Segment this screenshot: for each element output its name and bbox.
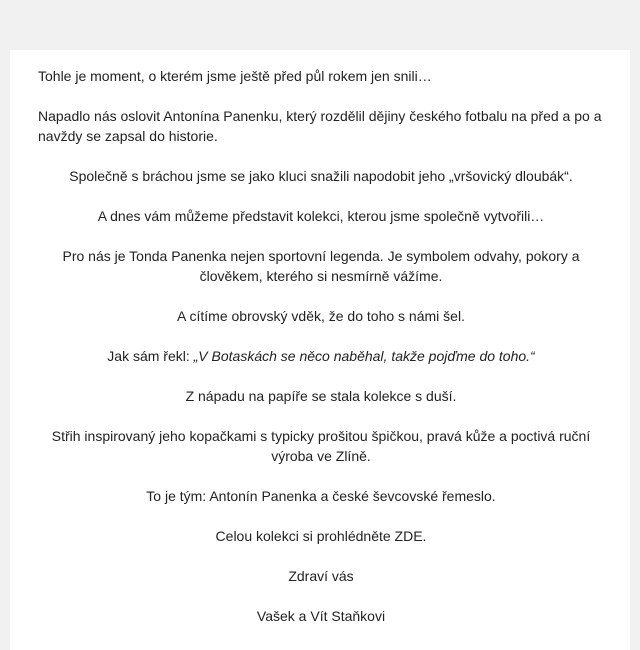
intro-paragraph: Tohle je moment, o kterém jsme ještě před půl rokem jen snili… bbox=[38, 68, 432, 84]
collection-paragraph: A dnes vám můžeme představit kolekci, kterou jsme společně vytvořili… bbox=[97, 208, 545, 224]
quote-text: „V Botaskách se něco naběhal, takže pojďme do toho.“ bbox=[193, 348, 535, 364]
craft-paragraph: Střih inspirovaný jeho kopačkami s typicky prošitou špičkou, pravá kůže a poctivá ruční výroba ve Zlíně. bbox=[51, 428, 591, 464]
quote-prefix: Jak sám řekl: bbox=[107, 348, 194, 364]
brothers-paragraph: Společně s bráchou jsme se jako kluci snažili napodobit jeho „vršovický dloubák“. bbox=[69, 168, 573, 184]
legend-paragraph: Pro nás je Tonda Panenka nejen sportovní legenda. Je symbolem odvahy, pokory a člověkem, kterého si nesmírně vážíme. bbox=[62, 248, 580, 284]
idea-paragraph: Z nápadu na papíře se stala kolekce s duší. bbox=[185, 388, 457, 404]
signature-greeting: Zdraví vás bbox=[288, 568, 354, 584]
cta-paragraph[interactable]: Celou kolekci si prohlédněte ZDE. bbox=[215, 528, 427, 544]
email-card bbox=[10, 50, 630, 650]
signature-names: Vašek a Vít Staňkovi bbox=[256, 608, 386, 624]
quote-paragraph bbox=[38, 346, 604, 366]
gratitude-paragraph: A cítíme obrovský vděk, že do toho s námi šel. bbox=[177, 308, 465, 324]
team-paragraph: To je tým: Antonín Panenka a české ševcovské řemeslo. bbox=[146, 488, 496, 504]
email-body bbox=[38, 66, 604, 646]
panenka-paragraph: Napadlo nás oslovit Antonína Panenku, který rozdělil dějiny českého fotbalu na před a po a navždy se zapsal do historie. bbox=[38, 108, 602, 144]
